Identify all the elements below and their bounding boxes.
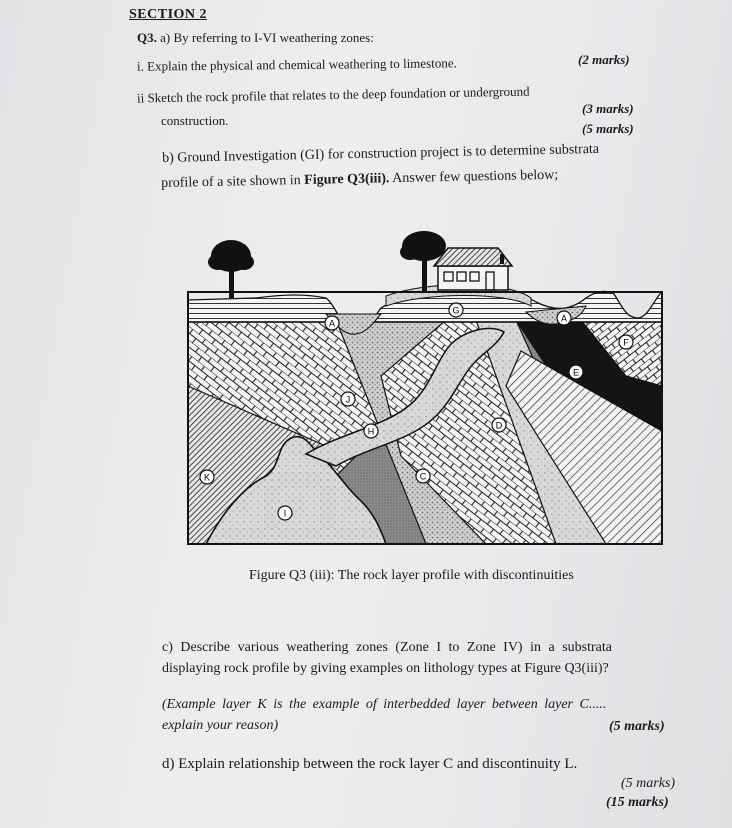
question-3b-line1: b) Ground Investigation (GI) for construction project is to determine substrata: [162, 141, 600, 166]
question-3b-line2-b: Answer few questions below;: [389, 167, 559, 187]
svg-text:E: E: [572, 367, 580, 378]
question-number: Q3.: [137, 30, 157, 45]
rock-profile-figure: [186, 226, 664, 548]
question-3c-example-line1: (Example layer K is the example of interbedded layer between layer C.....: [162, 697, 607, 712]
svg-text:I: I: [283, 508, 287, 519]
label-a-left: [325, 316, 339, 330]
svg-text:A: A: [560, 313, 568, 324]
label-c: [416, 469, 430, 483]
marks-3c: (5 marks): [609, 719, 665, 734]
label-j: [341, 392, 355, 406]
tree-left-icon: [208, 240, 254, 298]
question-3c-line1: c) Describe various weathering zones (Zone I to Zone IV) in a substrata: [162, 640, 612, 655]
house-icon: [434, 248, 512, 290]
label-k: [200, 470, 214, 484]
svg-text:F: F: [623, 337, 629, 348]
label-f: [619, 335, 633, 349]
svg-text:K: K: [203, 472, 211, 483]
question-3a-i: i. Explain the physical and chemical weathering to limestone.: [136, 55, 457, 74]
svg-text:D: D: [495, 420, 503, 431]
marks-3a-subtotal: (5 marks): [582, 121, 634, 136]
question-3d: d) Explain relationship between the rock layer C and discontinuity L.: [162, 756, 578, 772]
marks-3a-ii: (3 marks): [582, 101, 634, 116]
question-3c-example-line2: explain your reason): [162, 718, 279, 733]
question-3b-line2: [161, 168, 558, 192]
svg-text:H: H: [367, 426, 375, 437]
label-e: [569, 365, 583, 379]
label-i: [278, 506, 292, 520]
svg-text:J: J: [345, 394, 351, 405]
question-3a-ii-continued: construction.: [161, 113, 229, 128]
label-d: [492, 418, 506, 432]
svg-text:C: C: [419, 471, 427, 482]
question-3b-line2-a: profile of a site shown in: [161, 173, 305, 191]
question-3c-line2: displaying rock profile by giving examples on lithology types at Figure Q3(iii)?: [162, 661, 609, 676]
figure-reference: Figure Q3(iii).: [304, 171, 390, 188]
marks-total: (15 marks): [606, 795, 669, 810]
label-h: [364, 424, 378, 438]
question-3a-ii: ii Sketch the rock profile that relates to the deep foundation or underground: [136, 83, 530, 106]
figure-caption: Figure Q3 (iii): The rock layer profile with discontinuities: [249, 568, 574, 583]
label-a-right: [557, 311, 571, 325]
label-g: [449, 303, 463, 317]
question-3a-text: a) By referring to I-VI weathering zones:: [156, 30, 374, 45]
question-3a: [137, 30, 374, 46]
marks-3a-i: (2 marks): [578, 52, 630, 67]
svg-text:G: G: [452, 305, 460, 316]
section-title: SECTION 2: [129, 7, 208, 22]
svg-text:A: A: [328, 318, 336, 329]
marks-3d: (5 marks): [621, 776, 676, 791]
